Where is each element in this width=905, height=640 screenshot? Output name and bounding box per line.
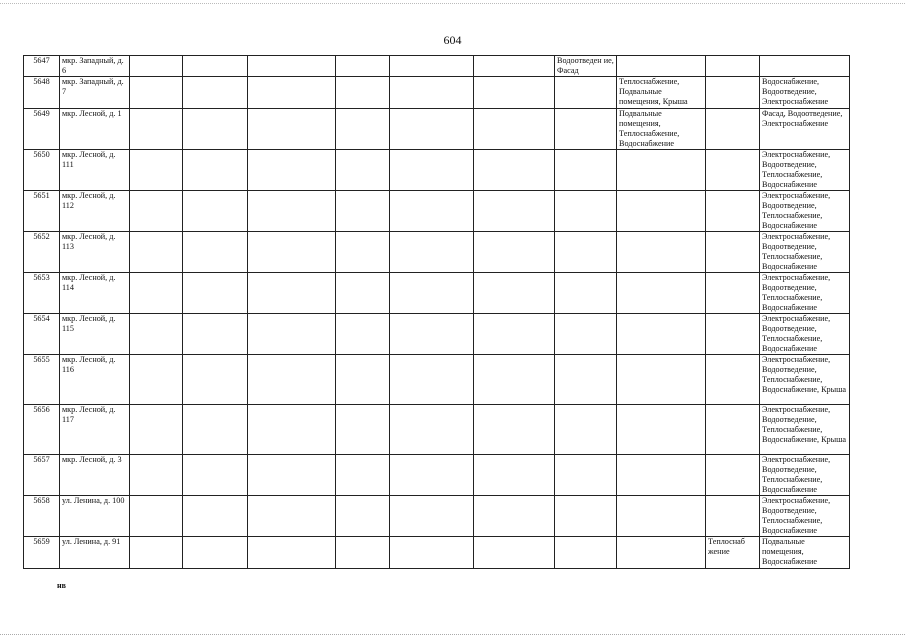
works-cell: Теплоснаб жение [706, 537, 760, 569]
works-cell [706, 314, 760, 355]
address-cell: ул. Ленина, д. 100 [60, 496, 130, 537]
row-number: 5653 [24, 273, 60, 314]
works-cell: Электроснабжение, Водоотведение, Теплоснабжение, Водоснабжение [760, 455, 850, 496]
works-cell [617, 56, 706, 77]
address-cell: мкр. Лесной, д. 3 [60, 455, 130, 496]
address-cell: мкр. Лесной, д. 113 [60, 232, 130, 273]
works-cell [760, 56, 850, 77]
row-number: 5652 [24, 232, 60, 273]
row-number: 5648 [24, 77, 60, 109]
table-row [24, 150, 850, 191]
row-number: 5659 [24, 537, 60, 569]
works-cell [706, 109, 760, 150]
table-row [24, 109, 850, 150]
works-cell: Электроснабжение, Водоотведение, Теплоснабжение, Водоснабжение, Крыша [760, 405, 850, 455]
table-row [24, 314, 850, 355]
works-cell [617, 191, 706, 232]
address-cell: мкр. Западный, д. 7 [60, 77, 130, 109]
register-table [23, 55, 850, 569]
address-cell: ул. Ленина, д. 91 [60, 537, 130, 569]
works-cell [617, 232, 706, 273]
row-number: 5656 [24, 405, 60, 455]
works-cell [555, 355, 617, 405]
works-cell [555, 537, 617, 569]
works-cell: Водоснабжение, Водоотведение, Электроснабжение [760, 77, 850, 109]
table-row [24, 77, 850, 109]
table-row [24, 455, 850, 496]
works-cell: Электроснабжение, Водоотведение, Теплоснабжение, Водоснабжение, Крыша [760, 355, 850, 405]
works-cell [555, 109, 617, 150]
works-cell [555, 150, 617, 191]
works-cell: Электроснабжение, Водоотведение, Теплоснабжение, Водоснабжение [760, 150, 850, 191]
works-cell [706, 56, 760, 77]
address-cell: мкр. Лесной, д. 112 [60, 191, 130, 232]
works-cell [617, 314, 706, 355]
works-cell: Электроснабжение, Водоотведение, Теплоснабжение, Водоснабжение [760, 496, 850, 537]
works-cell [706, 191, 760, 232]
table-row [24, 405, 850, 455]
footer-mark: нв [57, 581, 66, 590]
address-cell: мкр. Лесной, д. 115 [60, 314, 130, 355]
works-cell [555, 273, 617, 314]
address-cell: мкр. Лесной, д. 111 [60, 150, 130, 191]
row-number: 5658 [24, 496, 60, 537]
works-cell [555, 77, 617, 109]
works-cell [617, 150, 706, 191]
table-row [24, 496, 850, 537]
row-number: 5649 [24, 109, 60, 150]
works-cell: Электроснабжение, Водоотведение, Теплоснабжение, Водоснабжение [760, 273, 850, 314]
works-cell [617, 496, 706, 537]
works-cell [706, 405, 760, 455]
address-cell: мкр. Лесной, д. 114 [60, 273, 130, 314]
table-row [24, 56, 850, 77]
table-row [24, 191, 850, 232]
works-cell [555, 232, 617, 273]
address-cell: мкр. Западный, д. 6 [60, 56, 130, 77]
scan-top-edge [0, 3, 905, 4]
address-cell: мкр. Лесной, д. 117 [60, 405, 130, 455]
works-cell: Подвальные помещения, Водоснабжение [760, 537, 850, 569]
works-cell [706, 496, 760, 537]
works-cell: Электроснабжение, Водоотведение, Теплоснабжение, Водоснабжение [760, 191, 850, 232]
works-cell: Фасад, Водоотведение, Электроснабжение [760, 109, 850, 150]
table-row [24, 537, 850, 569]
scan-bottom-edge [0, 634, 905, 635]
works-cell [706, 355, 760, 405]
works-cell [706, 77, 760, 109]
works-cell [617, 537, 706, 569]
works-cell [617, 405, 706, 455]
row-number: 5650 [24, 150, 60, 191]
works-cell: Электроснабжение, Водоотведение, Теплоснабжение, Водоснабжение [760, 314, 850, 355]
works-cell [706, 455, 760, 496]
row-number: 5651 [24, 191, 60, 232]
page-number: 604 [443, 33, 462, 47]
works-cell [555, 314, 617, 355]
table-row [24, 355, 850, 405]
address-cell: мкр. Лесной, д. 1 [60, 109, 130, 150]
works-cell [706, 232, 760, 273]
works-cell [555, 405, 617, 455]
row-number: 5647 [24, 56, 60, 77]
works-cell: Теплоснабжение, Подвальные помещения, Крыша [617, 77, 706, 109]
works-cell [706, 150, 760, 191]
works-cell [617, 355, 706, 405]
table-row [24, 232, 850, 273]
row-number: 5654 [24, 314, 60, 355]
works-cell [555, 455, 617, 496]
works-cell: Электроснабжение, Водоотведение, Теплоснабжение, Водоснабжение [760, 232, 850, 273]
works-cell [617, 455, 706, 496]
works-cell [617, 273, 706, 314]
works-cell: Подвальные помещения, Теплоснабжение, Водоснабжение [617, 109, 706, 150]
address-cell: мкр. Лесной, д. 116 [60, 355, 130, 405]
works-cell [555, 191, 617, 232]
works-cell [555, 496, 617, 537]
works-cell [706, 273, 760, 314]
works-cell: Водоотведен ие, Фасад [555, 56, 617, 77]
table-row [24, 273, 850, 314]
row-number: 5655 [24, 355, 60, 405]
row-number: 5657 [24, 455, 60, 496]
